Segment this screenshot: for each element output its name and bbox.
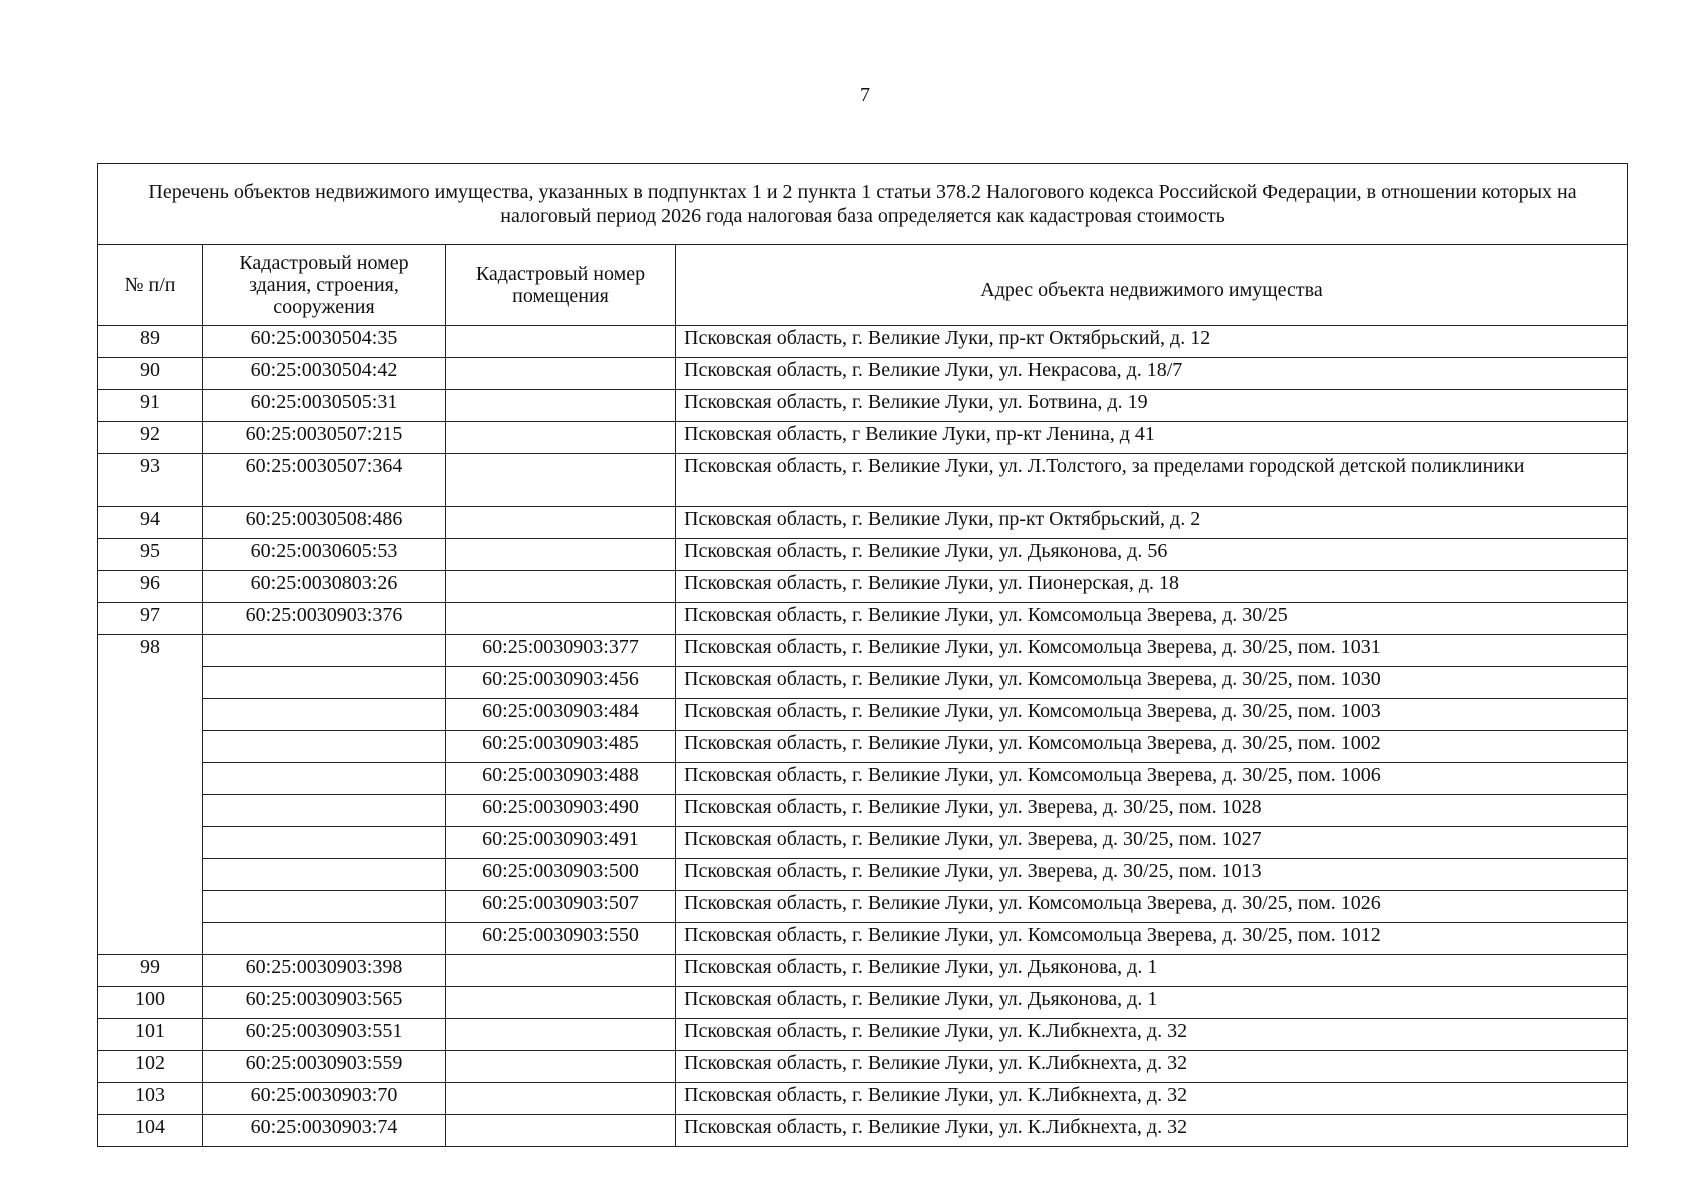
- address: Псковская область, г. Великие Луки, ул. К.Либкнехта, д. 32: [676, 1019, 1628, 1051]
- address: Псковская область, г. Великие Луки, ул. Комсомольца Зверева, д. 30/25: [676, 603, 1628, 635]
- header-building-cadastral: Кадастровый номер здания, строения, сооружения: [203, 245, 446, 326]
- table-row: [98, 667, 1628, 699]
- table-row: [98, 390, 1628, 422]
- address: Псковская область, г. Великие Луки, ул. Зверева, д. 30/25, пом. 1013: [676, 859, 1628, 891]
- address: Псковская область, г. Великие Луки, ул. Дьяконова, д. 56: [676, 539, 1628, 571]
- row-num: 101: [98, 1019, 203, 1051]
- header-num: № п/п: [98, 245, 203, 326]
- table-row: [98, 859, 1628, 891]
- row-num: 102: [98, 1051, 203, 1083]
- room-cadastral-number: [446, 390, 676, 422]
- building-cadastral-number: 60:25:0030505:31: [203, 390, 446, 422]
- table-row: [98, 891, 1628, 923]
- row-num: 96: [98, 571, 203, 603]
- table-row: [98, 422, 1628, 454]
- room-cadastral-number: [446, 1083, 676, 1115]
- building-cadastral-number: [203, 731, 446, 763]
- room-cadastral-number: [446, 326, 676, 358]
- address: Псковская область, г. Великие Луки, ул. Комсомольца Зверева, д. 30/25, пом. 1006: [676, 763, 1628, 795]
- building-cadastral-number: [203, 795, 446, 827]
- address: Псковская область, г. Великие Луки, ул. Дьяконова, д. 1: [676, 955, 1628, 987]
- table-row: [98, 358, 1628, 390]
- building-cadastral-number: 60:25:0030903:74: [203, 1115, 446, 1147]
- table-row: [98, 571, 1628, 603]
- address: Псковская область, г. Великие Луки, ул. К.Либкнехта, д. 32: [676, 1051, 1628, 1083]
- row-num: 91: [98, 390, 203, 422]
- row-num: 89: [98, 326, 203, 358]
- address: Псковская область, г. Великие Луки, ул. Комсомольца Зверева, д. 30/25, пом. 1030: [676, 667, 1628, 699]
- building-cadastral-number: 60:25:0030903:70: [203, 1083, 446, 1115]
- row-num: 93: [98, 454, 203, 507]
- address: Псковская область, г. Великие Луки, пр-кт Октябрьский, д. 12: [676, 326, 1628, 358]
- address: Псковская область, г. Великие Луки, ул. Дьяконова, д. 1: [676, 987, 1628, 1019]
- table-row: [98, 923, 1628, 955]
- building-cadastral-number: 60:25:0030507:215: [203, 422, 446, 454]
- building-cadastral-number: [203, 859, 446, 891]
- building-cadastral-number: 60:25:0030605:53: [203, 539, 446, 571]
- header-address: Адрес объекта недвижимого имущества: [676, 245, 1628, 326]
- row-num: 99: [98, 955, 203, 987]
- room-cadastral-number: 60:25:0030903:484: [446, 699, 676, 731]
- building-cadastral-number: 60:25:0030803:26: [203, 571, 446, 603]
- table-row: [98, 987, 1628, 1019]
- building-cadastral-number: [203, 699, 446, 731]
- building-cadastral-number: 60:25:0030903:551: [203, 1019, 446, 1051]
- table-row: [98, 635, 1628, 667]
- row-num: 103: [98, 1083, 203, 1115]
- table-row: [98, 1019, 1628, 1051]
- header-row: [98, 245, 1628, 326]
- room-cadastral-number: [446, 1051, 676, 1083]
- address: Псковская область, г. Великие Луки, ул. Зверева, д. 30/25, пом. 1027: [676, 827, 1628, 859]
- address: Псковская область, г. Великие Луки, ул. К.Либкнехта, д. 32: [676, 1083, 1628, 1115]
- address: Псковская область, г. Великие Луки, ул. Комсомольца Зверева, д. 30/25, пом. 1003: [676, 699, 1628, 731]
- table-row: [98, 731, 1628, 763]
- row-num: 95: [98, 539, 203, 571]
- building-cadastral-number: 60:25:0030504:42: [203, 358, 446, 390]
- room-cadastral-number: [446, 358, 676, 390]
- table-row: [98, 507, 1628, 539]
- building-cadastral-number: 60:25:0030903:376: [203, 603, 446, 635]
- room-cadastral-number: [446, 603, 676, 635]
- table-row: [98, 763, 1628, 795]
- table-row: [98, 326, 1628, 358]
- table-row: [98, 539, 1628, 571]
- address: Псковская область, г. Великие Луки, ул. Зверева, д. 30/25, пом. 1028: [676, 795, 1628, 827]
- address: Псковская область, г. Великие Луки, ул. Некрасова, д. 18/7: [676, 358, 1628, 390]
- address: Псковская область, г Великие Луки, пр-кт Ленина, д 41: [676, 422, 1628, 454]
- table-row: [98, 795, 1628, 827]
- address: Псковская область, г. Великие Луки, ул. Комсомольца Зверева, д. 30/25, пом. 1012: [676, 923, 1628, 955]
- room-cadastral-number: 60:25:0030903:488: [446, 763, 676, 795]
- row-num: 92: [98, 422, 203, 454]
- caption-row: [98, 164, 1628, 245]
- address: Псковская область, г. Великие Луки, ул. Ботвина, д. 19: [676, 390, 1628, 422]
- room-cadastral-number: 60:25:0030903:485: [446, 731, 676, 763]
- address: Псковская область, г. Великие Луки, ул. Пионерская, д. 18: [676, 571, 1628, 603]
- row-num: 104: [98, 1115, 203, 1147]
- room-cadastral-number: 60:25:0030903:507: [446, 891, 676, 923]
- room-cadastral-number: 60:25:0030903:491: [446, 827, 676, 859]
- address: Псковская область, г. Великие Луки, ул. Комсомольца Зверева, д. 30/25, пом. 1002: [676, 731, 1628, 763]
- row-num: 100: [98, 987, 203, 1019]
- row-num: 90: [98, 358, 203, 390]
- table-row: [98, 1115, 1628, 1147]
- table-row: [98, 1083, 1628, 1115]
- building-cadastral-number: 60:25:0030504:35: [203, 326, 446, 358]
- room-cadastral-number: [446, 1115, 676, 1147]
- building-cadastral-number: [203, 667, 446, 699]
- table-row: [98, 955, 1628, 987]
- building-cadastral-number: 60:25:0030903:398: [203, 955, 446, 987]
- room-cadastral-number: 60:25:0030903:377: [446, 635, 676, 667]
- address: Псковская область, г. Великие Луки, ул. Комсомольца Зверева, д. 30/25, пом. 1031: [676, 635, 1628, 667]
- room-cadastral-number: [446, 955, 676, 987]
- address: Псковская область, г. Великие Луки, ул. Л.Толстого, за пределами городской детской поликлиники: [676, 454, 1628, 507]
- table-row: [98, 454, 1628, 507]
- table-caption: Перечень объектов недвижимого имущества, указанных в подпунктах 1 и 2 пункта 1 статьи 378.2 Налогового кодекса Российской Федерации, в отношении которых на налоговый период 2026 года налоговая база определяется как кадастровая стоимость: [98, 164, 1628, 245]
- room-cadastral-number: [446, 454, 676, 507]
- row-num: 97: [98, 603, 203, 635]
- building-cadastral-number: [203, 635, 446, 667]
- building-cadastral-number: 60:25:0030903:559: [203, 1051, 446, 1083]
- building-cadastral-number: [203, 923, 446, 955]
- table-row: [98, 827, 1628, 859]
- header-room-cadastral: Кадастровый номер помещения: [446, 245, 676, 326]
- room-cadastral-number: 60:25:0030903:456: [446, 667, 676, 699]
- room-cadastral-number: 60:25:0030903:550: [446, 923, 676, 955]
- row-num: 94: [98, 507, 203, 539]
- property-table: [97, 163, 1628, 1147]
- table-row: [98, 603, 1628, 635]
- table-row: [98, 1051, 1628, 1083]
- room-cadastral-number: [446, 571, 676, 603]
- building-cadastral-number: 60:25:0030903:565: [203, 987, 446, 1019]
- room-cadastral-number: [446, 1019, 676, 1051]
- address: Псковская область, г. Великие Луки, ул. К.Либкнехта, д. 32: [676, 1115, 1628, 1147]
- room-cadastral-number: [446, 507, 676, 539]
- building-cadastral-number: 60:25:0030507:364: [203, 454, 446, 507]
- building-cadastral-number: [203, 763, 446, 795]
- address: Псковская область, г. Великие Луки, ул. Комсомольца Зверева, д. 30/25, пом. 1026: [676, 891, 1628, 923]
- building-cadastral-number: [203, 891, 446, 923]
- room-cadastral-number: 60:25:0030903:500: [446, 859, 676, 891]
- room-cadastral-number: [446, 539, 676, 571]
- table-row: [98, 699, 1628, 731]
- room-cadastral-number: 60:25:0030903:490: [446, 795, 676, 827]
- address: Псковская область, г. Великие Луки, пр-кт Октябрьский, д. 2: [676, 507, 1628, 539]
- page-number: 7: [860, 84, 870, 106]
- room-cadastral-number: [446, 987, 676, 1019]
- room-cadastral-number: [446, 422, 676, 454]
- building-cadastral-number: [203, 827, 446, 859]
- building-cadastral-number: 60:25:0030508:486: [203, 507, 446, 539]
- row-num: 98: [98, 635, 203, 955]
